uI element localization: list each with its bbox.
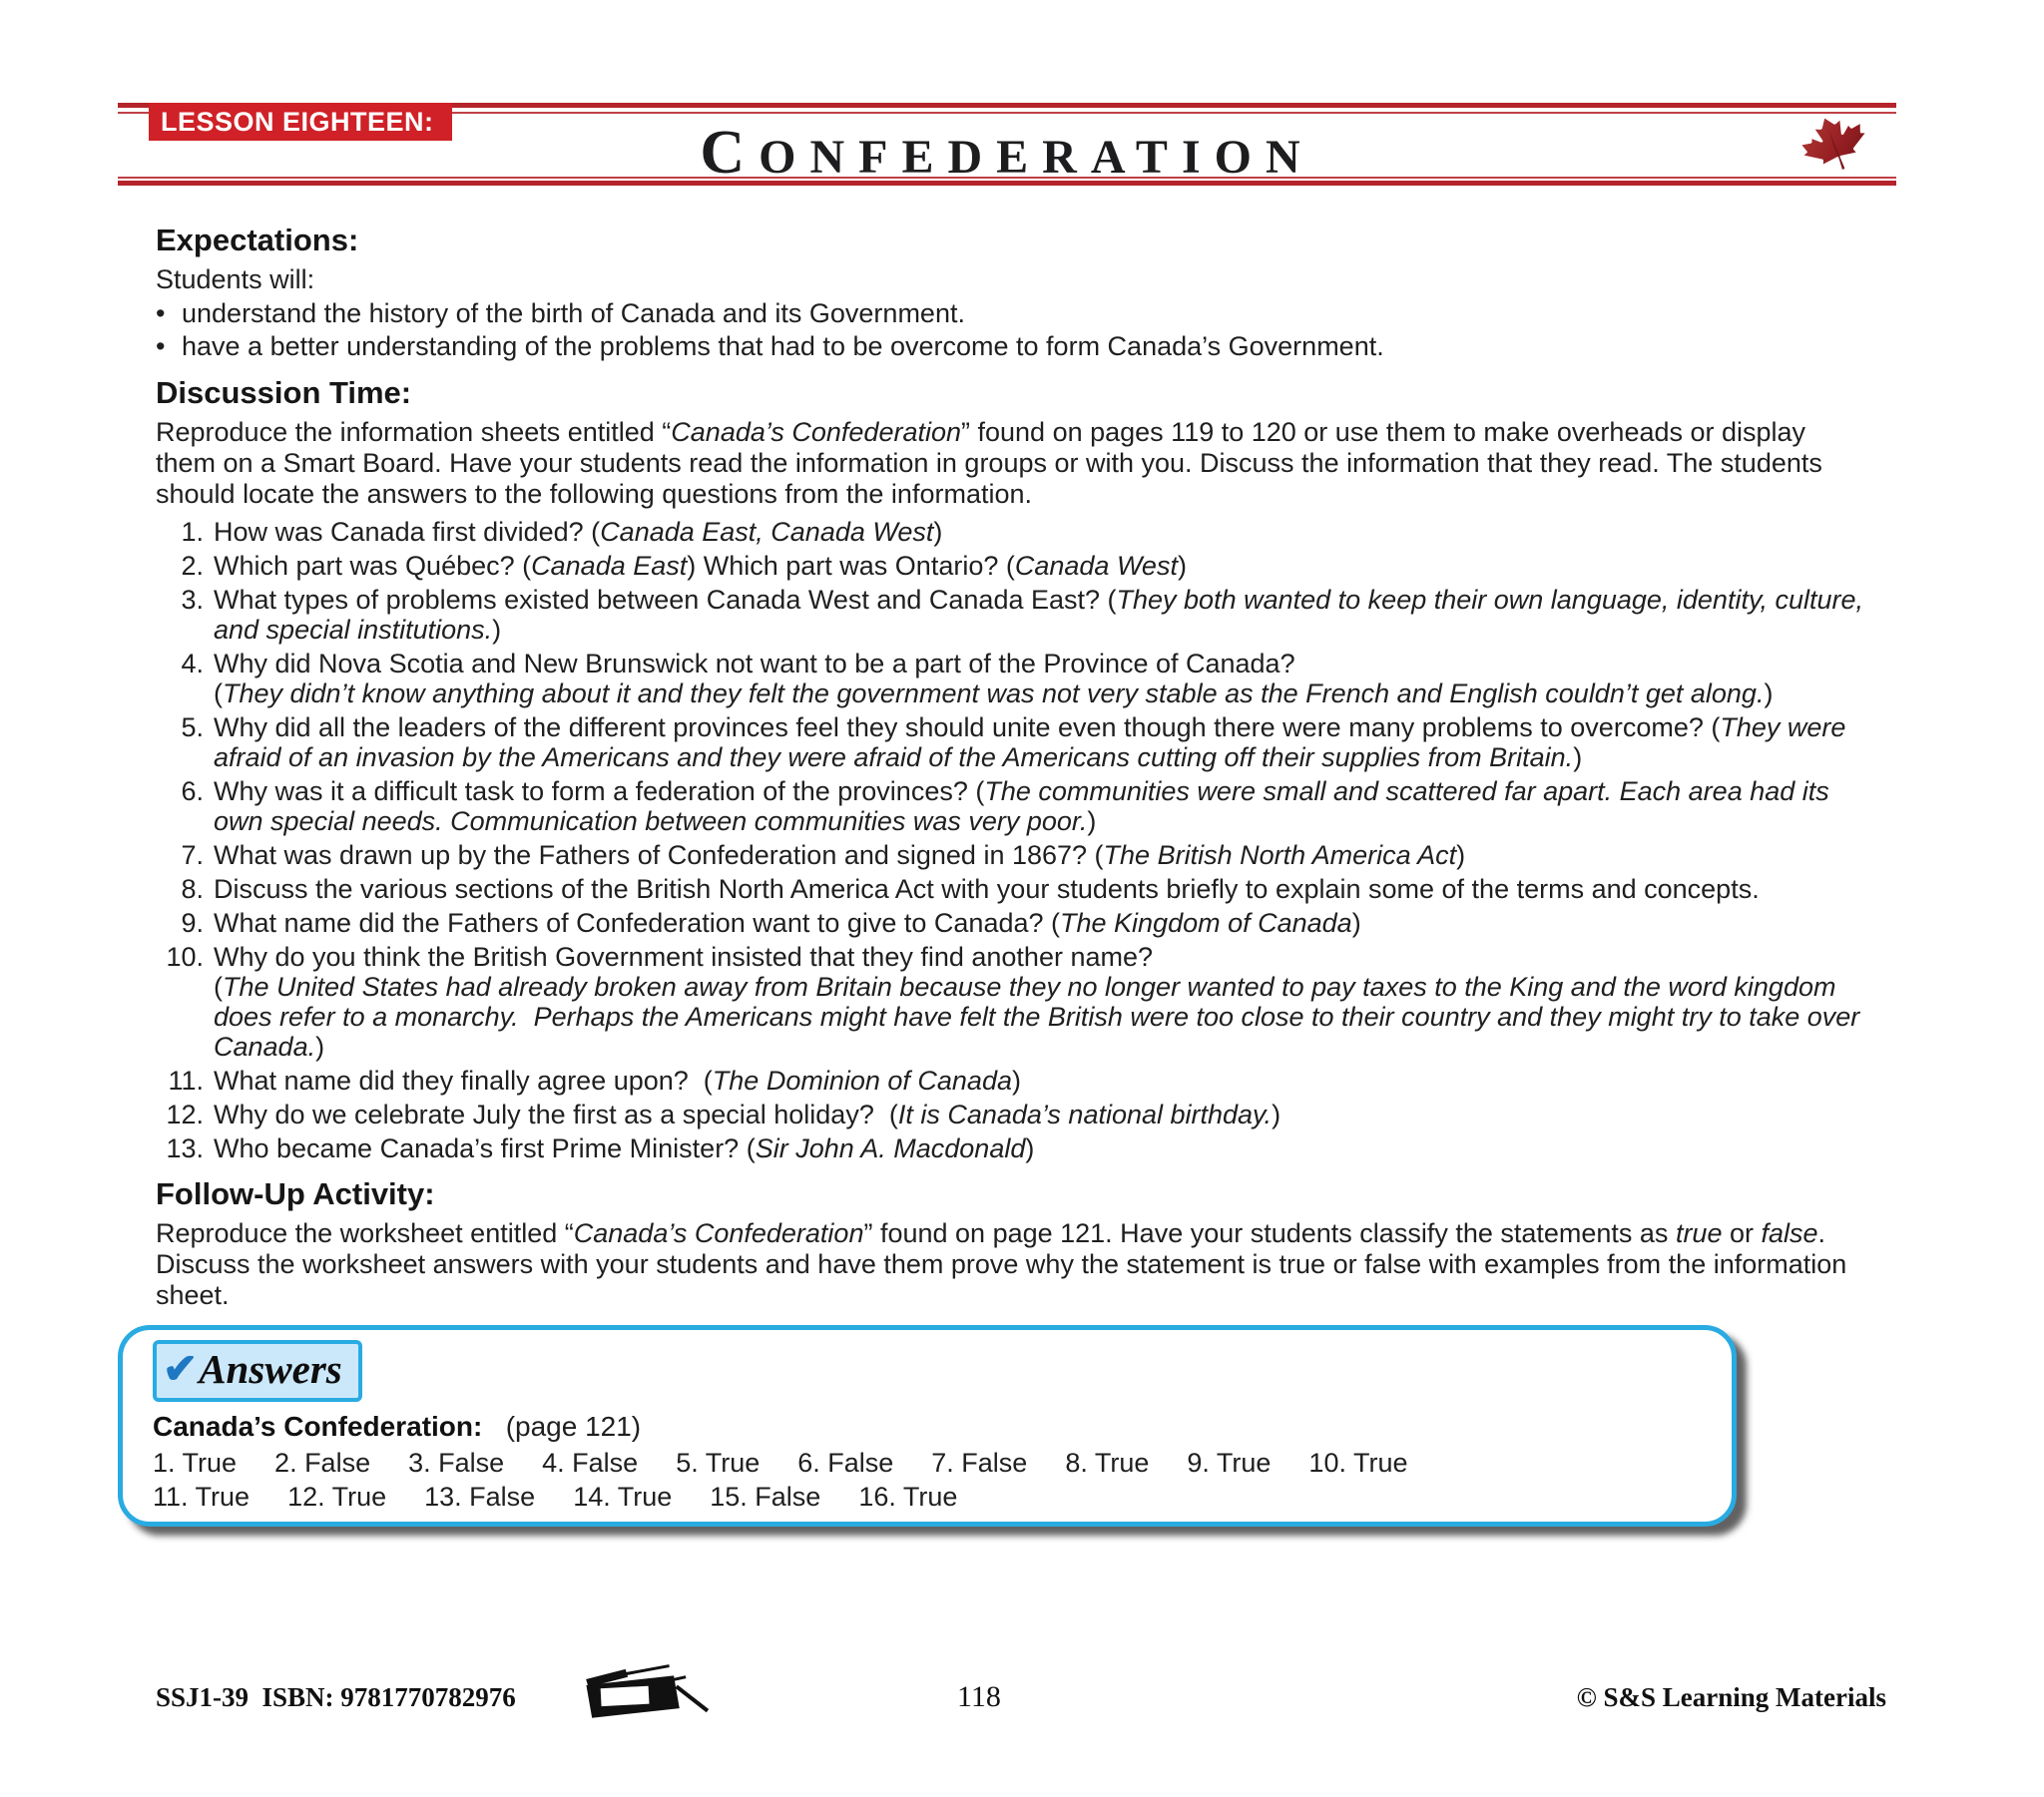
- page-title: CONFEDERATION: [700, 119, 1314, 187]
- question-text: Why did Nova Scotia and New Brunswick not want to be a part of the Province of Canada? (They didn’t know anything about it and they felt the government was not very stable as the French and English couldn’t get along.): [214, 649, 1774, 708]
- expectations-bullets: [156, 297, 1866, 363]
- answer-item: 6. False: [797, 1448, 894, 1478]
- footer-copyright: © S&S Learning Materials: [1576, 1682, 1886, 1712]
- question-text: What types of problems existed between Canada West and Canada East? (They both wanted to keep their own language, identity, culture, and special institutions.): [214, 585, 1871, 645]
- answer-item: 1. True: [153, 1448, 238, 1478]
- question-number: 13.: [166, 1133, 204, 1163]
- expectations-intro: Students will:: [156, 264, 315, 294]
- lesson-badge: LESSON EIGHTEEN:: [149, 103, 452, 141]
- question-item: [156, 840, 1866, 870]
- answers-worksheet-title: Canada’s Confederation:: [153, 1411, 483, 1442]
- question-text: Which part was Québec? (Canada East) Which part was Ontario? (Canada West): [214, 551, 1187, 581]
- question-number: 4.: [181, 649, 204, 678]
- question-number: 10.: [166, 942, 204, 972]
- question-text: Discuss the various sections of the British North America Act with your students briefly to explain some of the terms and concepts.: [214, 874, 1760, 904]
- followup-heading: Follow-Up Activity:: [156, 1176, 435, 1211]
- question-number: 7.: [181, 840, 204, 870]
- question-text: Why did all the leaders of the different provinces feel they should unite even though there were many problems to overcome? (They were afraid of an invasion by the Americans and they were afraid of the Americans cutting off their supplies from Britain.): [214, 712, 1853, 772]
- main-content: [153, 223, 1871, 1527]
- question-item: [156, 1100, 1866, 1129]
- question-item: [156, 551, 1866, 581]
- answer-item: 3. False: [408, 1448, 505, 1478]
- question-number: 11.: [168, 1066, 204, 1096]
- answer-item: 14. True: [573, 1482, 673, 1512]
- question-text: Why was it a difficult task to form a federation of the provinces? (The communities were small and scattered far apart. Each area had its own special needs. Communication between communities was very poor.): [214, 776, 1837, 836]
- question-item: [156, 712, 1866, 772]
- expectations-heading: Expectations:: [156, 223, 359, 257]
- answer-item: 16. True: [858, 1482, 958, 1512]
- question-text: What name did they finally agree upon? (The Dominion of Canada): [214, 1066, 1021, 1096]
- discussion-heading: Discussion Time:: [156, 375, 412, 410]
- page-number: 118: [957, 1680, 1001, 1713]
- answer-item: 8. True: [1065, 1448, 1150, 1478]
- bullet-item: • understand the history of the birth of Canada and its Government.: [156, 298, 965, 328]
- check-icon: ✔: [163, 1345, 199, 1392]
- answers-chip: [153, 1340, 362, 1402]
- answer-item: 5. True: [676, 1448, 761, 1478]
- question-item: [156, 908, 1866, 938]
- question-number: 3.: [181, 585, 204, 615]
- answers-rows: [153, 1448, 1704, 1512]
- question-text: What name did the Fathers of Confederation want to give to Canada? (The Kingdom of Canada): [214, 908, 1361, 938]
- answer-item: 10. True: [1308, 1448, 1408, 1478]
- question-number: 5.: [181, 712, 204, 742]
- question-number: 6.: [181, 776, 204, 806]
- question-item: [156, 649, 1866, 708]
- question-number: 9.: [181, 908, 204, 938]
- discussion-intro: Reproduce the information sheets entitled “Canada’s Confederation” found on pages 119 to 120 or use them to make overheads or display them on a Smart Board. Have your students read the information in groups or with you. Discuss the information that they read. The students should locate the answers to the following questions from the information.: [156, 417, 1830, 509]
- question-text: Why do we celebrate July the first as a special holiday? (It is Canada’s national birthday.): [214, 1100, 1281, 1129]
- bullet-item: • have a better understanding of the problems that had to be overcome to form Canada’s Government.: [156, 331, 1384, 361]
- question-item: [156, 1133, 1866, 1163]
- question-text: Who became Canada’s first Prime Minister? (Sir John A. Macdonald): [214, 1133, 1035, 1163]
- question-item: [156, 776, 1866, 836]
- answers-label: Answers: [199, 1346, 342, 1392]
- maple-leaf-icon: [1769, 104, 1900, 185]
- answers-box: [118, 1325, 1737, 1527]
- answer-item: 9. True: [1187, 1448, 1272, 1478]
- answer-item: 4. False: [542, 1448, 639, 1478]
- answer-item: 15. False: [710, 1482, 821, 1512]
- answer-item: 7. False: [931, 1448, 1028, 1478]
- question-number: 8.: [181, 874, 204, 904]
- footer-isbn: SSJ1-39 ISBN: 9781770782976: [156, 1682, 516, 1712]
- answer-item: 13. False: [424, 1482, 536, 1512]
- question-number: 2.: [181, 551, 204, 581]
- answers-row: [153, 1448, 1704, 1478]
- answer-item: 12. True: [287, 1482, 387, 1512]
- question-number: 1.: [181, 517, 204, 547]
- question-item: [156, 942, 1866, 1062]
- question-text: How was Canada first divided? (Canada East, Canada West): [214, 517, 943, 547]
- answers-row: [153, 1482, 1704, 1512]
- answer-item: 11. True: [153, 1482, 251, 1512]
- answers-heading: [153, 1411, 1704, 1443]
- answer-item: 2. False: [274, 1448, 371, 1478]
- question-item: [156, 1066, 1866, 1096]
- question-text: What was drawn up by the Fathers of Confederation and signed in 1867? (The British North America Act): [214, 840, 1466, 870]
- question-item: [156, 585, 1871, 645]
- bullet-icon: •: [156, 298, 166, 328]
- bullet-icon: •: [156, 331, 166, 361]
- questions-list: [156, 517, 1871, 1163]
- question-item: [156, 874, 1866, 904]
- question-item: [156, 517, 1866, 547]
- answers-page-ref: (page 121): [505, 1411, 642, 1442]
- followup-body: Reproduce the worksheet entitled “Canada’s Confederation” found on page 121. Have your students classify the statements as true or false. Discuss the worksheet answers with your students and have them prove why the statement is true or false with examples from the information sheet.: [156, 1218, 1854, 1310]
- question-number: 12.: [166, 1100, 204, 1129]
- question-text: Why do you think the British Government insisted that they find another name? (The United States had already broken away from Britain because they no longer wanted to pay taxes to the King and the word kingdom does refer to a monarchy. Perhaps the Americans might have felt the British were too close to their country and they might try to take over Canada.): [214, 942, 1867, 1062]
